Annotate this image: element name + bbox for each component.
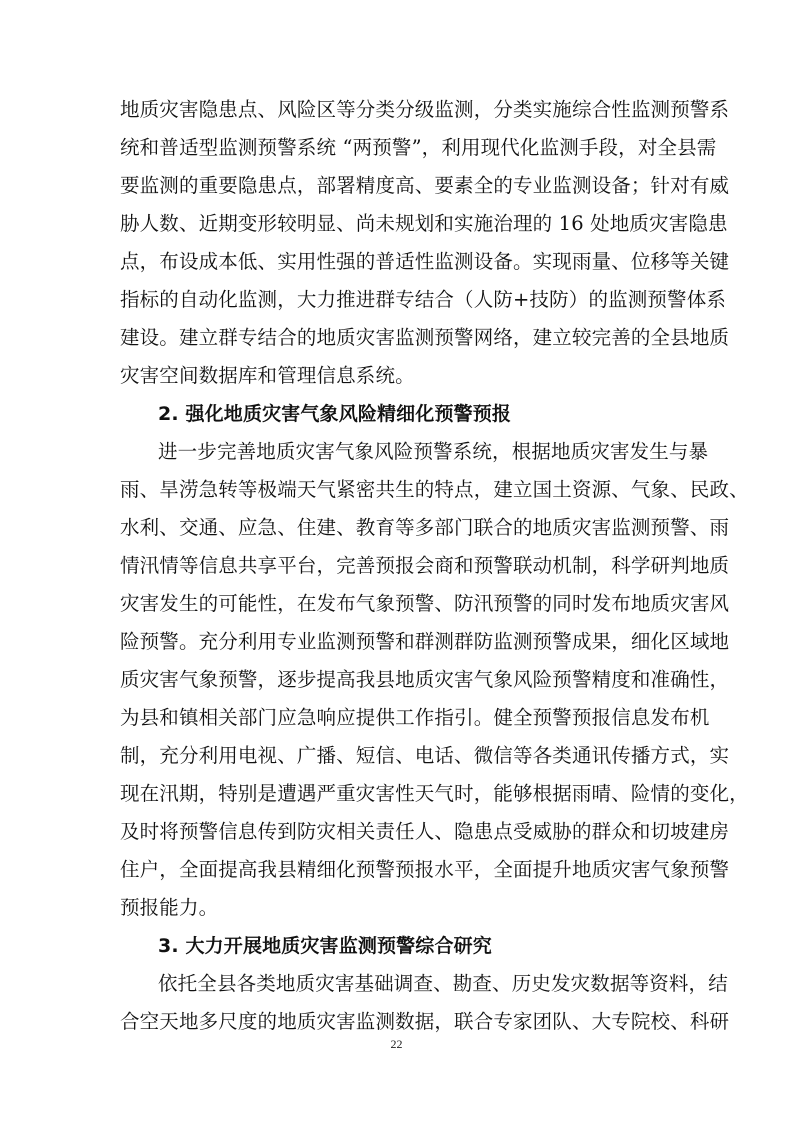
paragraph-line: 水利、交通、应急、住建、教育等多部门联合的地质灾害监测预警、雨: [120, 516, 730, 539]
paragraph-line: 险预警。充分利用专业监测预警和群测群防监测预警成果，细化区域地: [120, 630, 730, 653]
paragraph-line: 依托全县各类地质灾害基础调查、勘查、历史发灾数据等资料，结: [158, 972, 728, 995]
section-heading: 3. 大力开展地质灾害监测预警综合研究: [158, 935, 492, 957]
paragraph-line: 住户，全面提高我县精细化预警预报水平，全面提升地质灾害气象预警: [120, 858, 730, 881]
paragraph-line: 统和普适型监测预警系统 “两预警”，利用现代化监测手段，对全县需: [120, 136, 717, 159]
paragraph-line: 情汛情等信息共享平台，完善预报会商和预警联动机制，科学研判地质: [120, 554, 730, 577]
paragraph-line: 进一步完善地质灾害气象风险预警系统，根据地质灾害发生与暴: [158, 440, 709, 463]
paragraph-line: 灾害发生的可能性，在发布气象预警、防汛预警的同时发布地质灾害风: [120, 592, 730, 615]
page-number: 22: [390, 1037, 403, 1051]
section-heading: 2. 强化地质灾害气象风险精细化预警预报: [158, 403, 512, 425]
paragraph-line: 点，布设成本低、实用性强的普适性监测设备。实现雨量、位移等关键: [120, 250, 730, 273]
paragraph-line: 地质灾害隐患点、风险区等分类分级监测，分类实施综合性监测预警系: [120, 98, 730, 121]
paragraph-line: 及时将预警信息传到防灾相关责任人、隐患点受威胁的群众和切坡建房: [120, 820, 730, 843]
paragraph-line: 合空天地多尺度的地质灾害监测数据，联合专家团队、大专院校、科研: [120, 1010, 730, 1033]
paragraph-line: 指标的自动化监测，大力推进群专结合（人防+技防）的监测预警体系: [120, 288, 726, 311]
paragraph-line: 现在汛期，特别是遭遇严重灾害性天气时，能够根据雨晴、险情的变化，: [120, 782, 749, 805]
paragraph-line: 雨、旱涝急转等极端天气紧密共生的特点，建立国土资源、气象、民政、: [120, 478, 749, 501]
paragraph-line: 预报能力。: [120, 896, 219, 919]
paragraph-line: 建设。建立群专结合的地质灾害监测预警网络，建立较完善的全县地质: [120, 326, 730, 349]
paragraph-line: 灾害空间数据库和管理信息系统。: [120, 364, 415, 387]
paragraph-line: 质灾害气象预警，逐步提高我县地质灾害气象风险预警精度和准确性，: [120, 668, 730, 691]
paragraph-line: 要监测的重要隐患点，部署精度高、要素全的专业监测设备；针对有威: [120, 174, 730, 197]
paragraph-line: 胁人数、近期变形较明显、尚未规划和实施治理的 16 处地质灾害隐患: [120, 212, 728, 235]
paragraph-line: 制，充分利用电视、广播、短信、电话、微信等各类通讯传播方式，实: [120, 744, 730, 767]
paragraph-line: 为县和镇相关部门应急响应提供工作指引。健全预警预报信息发布机: [120, 706, 710, 729]
